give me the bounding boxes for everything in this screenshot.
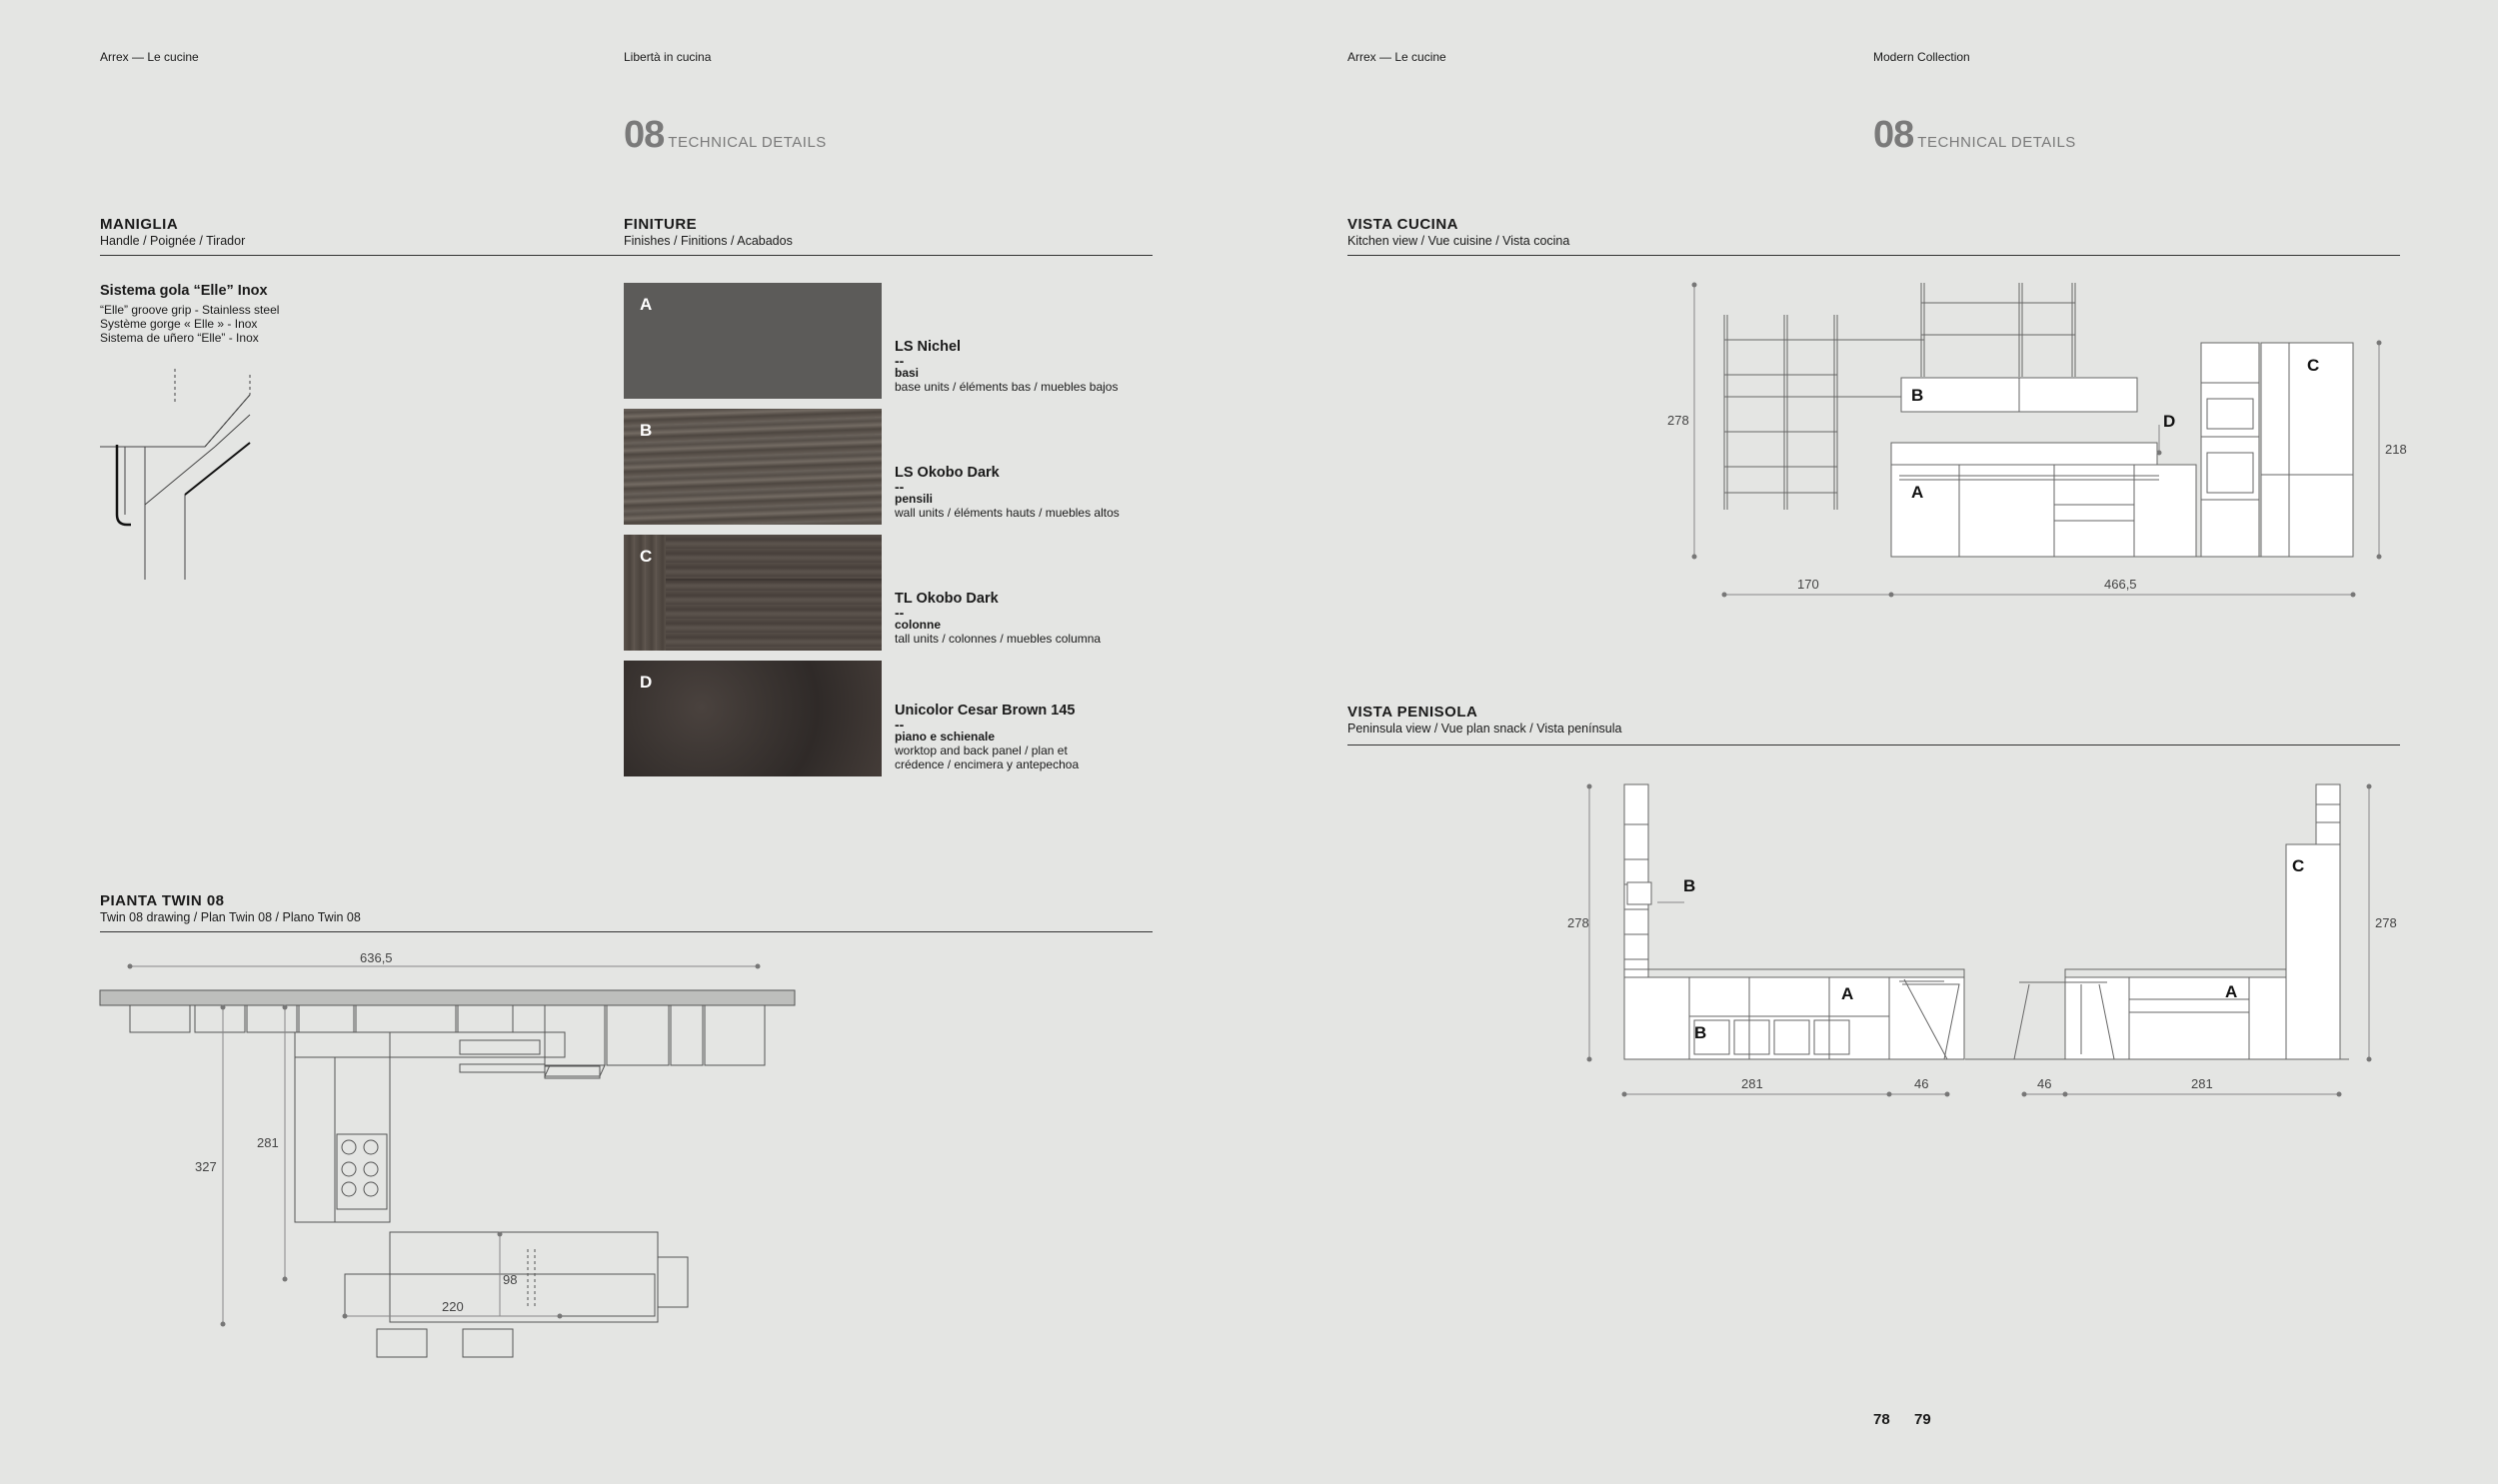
handle-line: “Elle” groove grip - Stainless steel: [100, 303, 280, 317]
swatch-cesar-brown: [624, 661, 882, 776]
maniglia-title: MANIGLIA: [100, 216, 179, 233]
dim-label: 220: [442, 1299, 464, 1314]
dim-label: 281: [2191, 1076, 2213, 1091]
swatch-tl-okobo-dark: [624, 535, 882, 651]
finish-desc: base units / éléments bas / muebles bajos: [895, 380, 1119, 394]
dim-label: 278: [2375, 915, 2397, 930]
section-label: TECHNICAL DETAILS: [668, 134, 827, 151]
kitchen-elevation-drawing: [1659, 275, 2407, 605]
finish-desc: crédence / encimera y antepechoa: [895, 757, 1080, 771]
vista-penisola-subtitle: Peninsula view / Vue plan snack / Vista península: [1347, 722, 1622, 736]
section-heading-2: [1873, 114, 2076, 157]
dim-label: 98: [503, 1272, 518, 1287]
dim-label: 46: [1914, 1076, 1929, 1091]
elevation-label: B: [1683, 876, 1696, 895]
divider: [100, 255, 1153, 256]
swatch-letter: A: [640, 295, 653, 314]
section-heading: [624, 114, 827, 157]
finish-role: piano e schienale: [895, 730, 996, 743]
page-number-left: 78: [1873, 1411, 1890, 1428]
finish-name: Unicolor Cesar Brown 145: [895, 703, 1076, 719]
pianta-title: PIANTA TWIN 08: [100, 892, 225, 909]
floor-plan-drawing: [95, 944, 815, 1364]
elevation-label: A: [2225, 982, 2238, 1001]
maniglia-subtitle: Handle / Poignée / Tirador: [100, 234, 246, 248]
finish-dash: --: [895, 353, 905, 369]
finish-name: LS Nichel: [895, 339, 962, 355]
page-number-right: 79: [1914, 1411, 1931, 1428]
finish-role: colonne: [895, 618, 942, 632]
swatch-ls-okobo-dark: [624, 409, 882, 525]
dim-label: 466,5: [2104, 577, 2137, 592]
vista-cucina-title: VISTA CUCINA: [1347, 216, 1458, 233]
finiture-title: FINITURE: [624, 216, 698, 233]
elevation-label: A: [1911, 483, 1924, 502]
dim-label: 327: [195, 1159, 217, 1174]
finish-role: pensili: [895, 492, 934, 506]
running-header-left: Arrex — Le cucine: [100, 50, 199, 64]
dim-label: 278: [1567, 915, 1589, 930]
finish-desc: wall units / éléments hauts / muebles altos: [895, 506, 1120, 520]
handle-line: Système gorge « Elle » - Inox: [100, 317, 258, 331]
finish-name: TL Okobo Dark: [895, 591, 999, 607]
finish-dash: --: [895, 479, 905, 495]
finish-dash: --: [895, 605, 905, 621]
dim-label: 281: [257, 1135, 279, 1150]
elevation-label: B: [1911, 386, 1924, 405]
running-header-left-2: Arrex — Le cucine: [1347, 50, 1446, 64]
handle-description: [100, 283, 279, 345]
finish-item: [895, 340, 1118, 394]
dim-label: 170: [1797, 577, 1819, 592]
finiture-header: [624, 216, 793, 248]
dim-label: 281: [1741, 1076, 1763, 1091]
divider: [100, 931, 1153, 932]
finish-desc: tall units / colonnes / muebles columna: [895, 632, 1102, 646]
section-number: 08: [624, 114, 665, 156]
dim-label: 636,5: [360, 950, 393, 965]
divider: [1347, 255, 2400, 256]
finish-item: [895, 592, 1101, 646]
dim-label: 46: [2037, 1076, 2052, 1091]
peninsula-elevation-drawing: [1559, 774, 2397, 1114]
finish-item: [895, 704, 1079, 771]
finish-role: basi: [895, 366, 920, 380]
vista-cucina-header: [1347, 216, 1569, 248]
divider: [1347, 744, 2400, 745]
pianta-subtitle: Twin 08 drawing / Plan Twin 08 / Plano Twin 08: [100, 910, 361, 924]
handle-profile-drawing: [95, 365, 265, 585]
elevation-label: C: [2292, 856, 2305, 875]
swatch-letter: B: [640, 421, 653, 440]
maniglia-header: [100, 216, 245, 248]
finish-desc: worktop and back panel / plan et: [895, 743, 1068, 757]
swatch-letter: C: [640, 547, 653, 566]
finish-name: LS Okobo Dark: [895, 465, 1000, 481]
running-header-collection: Modern Collection: [1873, 50, 1970, 64]
running-header-title: Libertà in cucina: [624, 50, 712, 64]
swatch-grain-joint: [666, 579, 882, 581]
dim-label: 278: [1667, 413, 1689, 428]
section-label-2: TECHNICAL DETAILS: [1917, 134, 2076, 151]
elevation-label: C: [2307, 356, 2320, 375]
handle-line: Sistema de uñero “Elle” - Inox: [100, 331, 259, 345]
finiture-subtitle: Finishes / Finitions / Acabados: [624, 234, 793, 248]
vista-penisola-title: VISTA PENISOLA: [1347, 704, 1478, 721]
pianta-header: [100, 892, 361, 924]
dim-label: 218: [2385, 442, 2407, 457]
vista-penisola-header: [1347, 704, 1621, 736]
elevation-label: D: [2163, 412, 2176, 431]
finish-dash: --: [895, 717, 905, 733]
swatch-ls-nichel: [624, 283, 882, 399]
handle-title: Sistema gola “Elle” Inox: [100, 283, 268, 299]
elevation-label: B: [1694, 1023, 1707, 1042]
vista-cucina-subtitle: Kitchen view / Vue cuisine / Vista cocina: [1347, 234, 1570, 248]
finish-item: [895, 466, 1120, 520]
swatch-letter: D: [640, 673, 653, 692]
section-number-2: 08: [1873, 114, 1914, 156]
elevation-label: A: [1841, 984, 1854, 1003]
